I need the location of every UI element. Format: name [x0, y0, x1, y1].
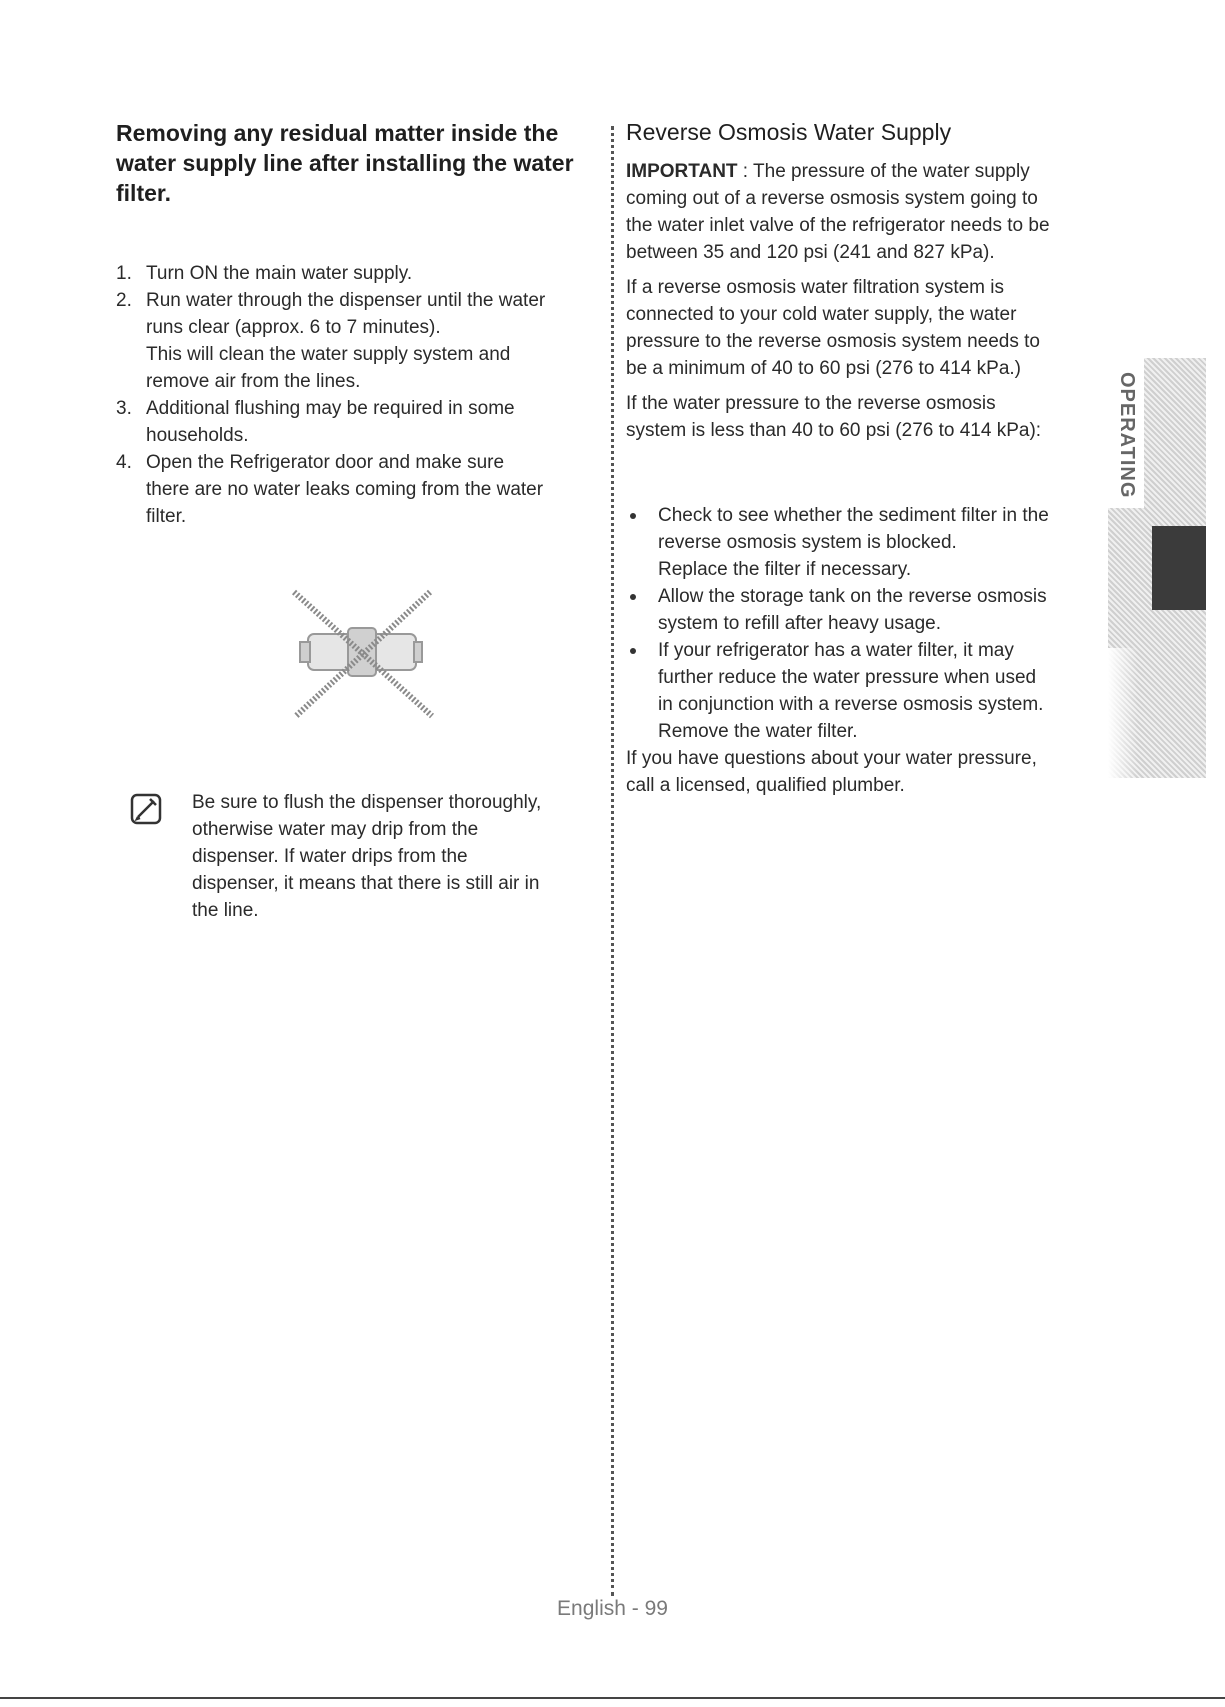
- list-item: Allow the storage tank on the reverse osmosis system to refill after heavy usage.: [626, 583, 1101, 637]
- left-column: [116, 118, 596, 924]
- section-title-reverse-osmosis: Reverse Osmosis Water Supply: [626, 119, 952, 145]
- step-text: Turn ON the main water supply.: [146, 263, 413, 284]
- list-item: Check to see whether the sediment filter in the reverse osmosis system is blocked. Replace the filter if necessary.: [626, 502, 1101, 583]
- note-block: [116, 789, 596, 924]
- section-title-residual: Removing any residual matter inside the water supply line after installing the water filter.: [116, 120, 574, 206]
- step-text: Open the Refrigerator door and make sure there are no water leaks coming from the water filter.: [146, 452, 544, 527]
- bullet-icon: [630, 513, 636, 519]
- important-paragraph: IMPORTANT : The pressure of the water supply coming out of a reverse osmosis system going to the water inlet valve of the refrigerator needs to be between 35 and 120 psi (241 and 827 kPa).: [626, 161, 1050, 263]
- page-number: English - 99: [557, 1597, 668, 1620]
- important-label: IMPORTANT: [626, 161, 738, 182]
- column-divider: [611, 126, 614, 1596]
- list-item: [116, 287, 596, 395]
- step-number: 3.: [116, 398, 132, 419]
- step-text: Additional flushing may be required in some households.: [146, 398, 515, 446]
- bullet-icon: [630, 594, 636, 600]
- flush-steps-list: [116, 260, 596, 530]
- closing-paragraph: If you have questions about your water pressure, call a licensed, qualified plumber.: [626, 748, 1037, 796]
- bottom-rule: [0, 1697, 1225, 1699]
- list-item: If your refrigerator has a water filter, it may further reduce the water pressure when used in conjunction with a reverse osmosis system. Remove the water filter.: [626, 637, 1101, 745]
- note-text: Be sure to flush the dispenser thoroughly, otherwise water may drip from the dispenser. If water drips from the dispenser, it means that there is still air in the line.: [192, 792, 542, 921]
- side-tab-label: OPERATING: [1116, 372, 1138, 499]
- step-number: 1.: [116, 263, 132, 284]
- step-number: 2.: [116, 290, 132, 311]
- bullet-icon: [630, 648, 636, 654]
- side-tab-fade: [1108, 648, 1138, 778]
- list-item: [116, 395, 596, 449]
- note-pencil-icon: [130, 793, 162, 825]
- filter-crossed-out-illustration: [282, 584, 442, 724]
- step-number: 4.: [116, 452, 132, 473]
- step-text: Run water through the dispenser until the water runs clear (approx. 6 to 7 minutes). This will clean the water supply system and remove air from the lines.: [146, 290, 546, 392]
- low-pressure-paragraph: If the water pressure to the reverse osmosis system is less than 40 to 60 psi (276 to 414 kPa):: [626, 393, 1042, 441]
- side-tab-current-marker: [1152, 526, 1206, 610]
- list-item: [116, 449, 596, 530]
- section-side-tab: [1108, 358, 1206, 778]
- ro-min-pressure-paragraph: If a reverse osmosis water filtration system is connected to your cold water supply, the water pressure to the reverse osmosis system needs to be a minimum of 40 to 60 psi (276 to 414 kPa.): [626, 277, 1040, 379]
- list-item: [116, 260, 596, 287]
- low-pressure-bullet-list: [626, 502, 1101, 745]
- right-column: [626, 118, 1101, 799]
